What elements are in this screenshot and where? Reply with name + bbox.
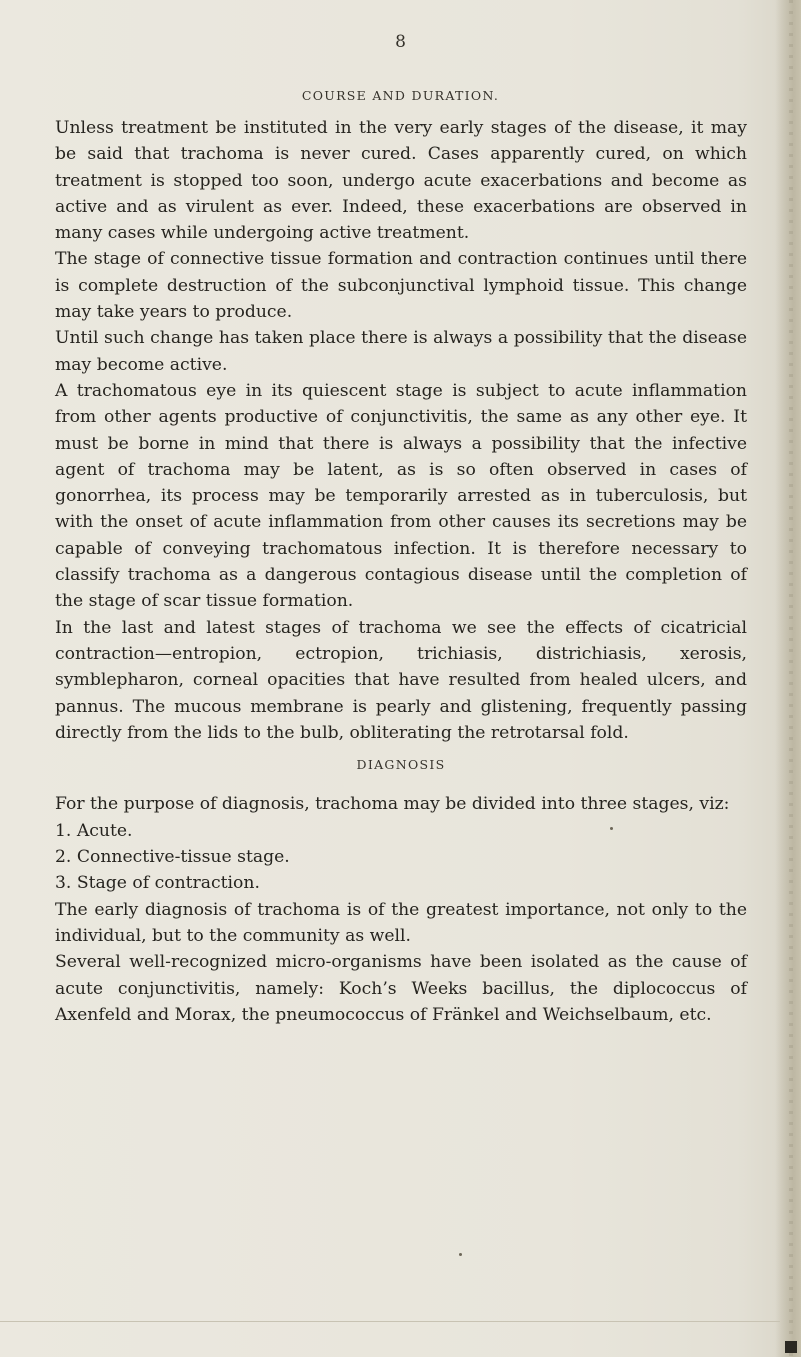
section-heading: DIAGNOSIS bbox=[356, 757, 446, 773]
list-item: 1. Acute. bbox=[55, 820, 133, 841]
list-item: 2. Connective-tissue stage. bbox=[55, 847, 290, 868]
paragraph: Unless treatment be instituted in the very early stages of the disease, it may be said that trachoma is never cured. Cases apparently cured, on which treatment is stopped too soon, undergo acute exacerbations and become as active and as virulent as ever. Indeed, these exacerbations are observed in many cases while undergoing active treatment. bbox=[55, 118, 747, 244]
list-item: 3. Stage of contraction. bbox=[55, 873, 260, 894]
paragraph: Several well-recognized micro-organisms have been isolated as the cause of acute conjunctivitis, namely: Koch’s Weeks bacillus, the diplococcus of Axenfeld and Morax, the pneumococcus of Fränkel and Weichselbaum, etc. bbox=[55, 952, 747, 1025]
bottom-rule bbox=[0, 1321, 780, 1322]
paragraph: A trachomatous eye in its quiescent stage is subject to acute inflammation from other agents productive of conjunctivitis, the same as any other eye. It must be borne in mind that there is always a possibility that the infective agent of trachoma may be latent, as is so often observed in cases of gonorrhea, its process may be temporarily arrested as in tuberculosis, but with the onset of acute inflammation from other causes its secretions may be capable of conveying trachomatous infection. It is therefore necessary to classify trachoma as a dangerous contagious disease until the completion of the stage of scar tissue formation. bbox=[55, 380, 747, 612]
paragraph: The early diagnosis of trachoma is of the greatest importance, not only to the individual, but to the community as well. bbox=[55, 899, 747, 946]
page-number: 8 bbox=[395, 32, 406, 52]
body-text bbox=[55, 115, 747, 1028]
paragraph: Until such change has taken place there is always a possibility that the disease may become active. bbox=[55, 328, 747, 375]
running-head: COURSE AND DURATION. bbox=[301, 88, 500, 103]
stray-mark bbox=[459, 1253, 462, 1256]
diagnosis-intro: For the purpose of diagnosis, trachoma may be divided into three stages, viz: bbox=[55, 794, 730, 815]
corner-mark bbox=[785, 1341, 797, 1353]
paragraph: In the last and latest stages of trachoma we see the effects of cicatricial contraction—entropion, ectropion, trichiasis, districhiasis, xerosis, symblepharon, corneal opacities that have resulted from healed ulcers, and pannus. The mucous membrane is pearly and glistening, frequently passing directly from the lids to the bulb, obliterating the retrotarsal fold. bbox=[55, 617, 747, 743]
paragraph: The stage of connective tissue formation and contraction continues until there is complete destruction of the subconjunctival lymphoid tissue. This change may take years to produce. bbox=[55, 249, 747, 323]
page-edge-shadow bbox=[775, 0, 801, 1357]
